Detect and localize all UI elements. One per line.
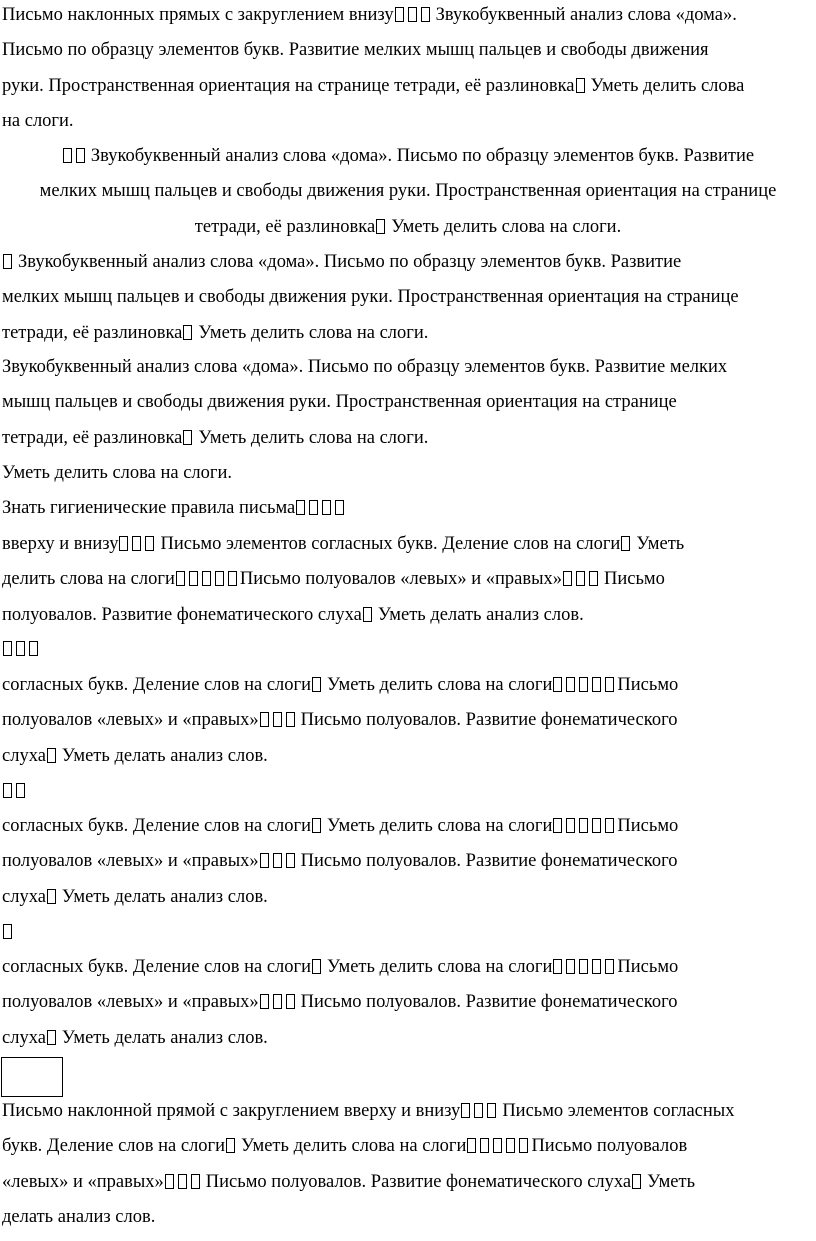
missing-glyph-icon xyxy=(183,430,192,445)
repeat-block-3 xyxy=(2,950,814,1056)
text-run: Письмо наклонной прямой с закруглением вверху и внизу xyxy=(2,1101,461,1121)
text-run: Уметь xyxy=(636,534,685,554)
text-run: тетради, её разлиновка xyxy=(194,216,376,237)
missing-glyph-icon xyxy=(273,712,282,727)
missing-glyph-icon xyxy=(566,959,575,974)
text-run: руки. Пространственная ориентация на странице тетради, её разлиновка xyxy=(2,75,575,96)
text-run: Уметь делать анализ слов. xyxy=(61,745,268,766)
missing-glyph-icon xyxy=(579,959,588,974)
missing-glyph-icon xyxy=(273,853,282,868)
missing-glyph-icon xyxy=(165,1174,174,1189)
missing-glyph-icon xyxy=(309,500,318,515)
missing-glyph-icon xyxy=(47,1030,56,1045)
missing-glyph-icon xyxy=(286,853,295,868)
missing-glyph-icon xyxy=(228,571,237,586)
missing-glyph-icon xyxy=(63,148,72,163)
missing-glyph-icon xyxy=(3,254,12,269)
text-run: Письмо элементов согласных xyxy=(502,1101,735,1121)
missing-glyph-icon xyxy=(273,994,282,1009)
text-run: полуовалов «левых» и «правых» xyxy=(2,710,259,731)
missing-glyph-icon xyxy=(576,78,585,93)
text-run: Письмо полуовалов. Развитие фонематического xyxy=(300,710,678,731)
text-line: Уметь делить слова на слоги. xyxy=(2,463,233,483)
text-run: Уметь делить слова xyxy=(590,75,745,96)
missing-glyph-icon xyxy=(29,641,38,656)
glyph-line xyxy=(2,632,814,667)
paragraph-5 xyxy=(2,456,814,491)
text-run: полуовалов «левых» и «правых» xyxy=(2,851,259,872)
missing-glyph-icon xyxy=(260,853,269,868)
missing-glyph-icon xyxy=(76,148,85,163)
text-run: Звукобуквенный анализ слова «дома». Письмо по образцу элементов букв. Развитие xyxy=(18,252,682,272)
missing-glyph-icon xyxy=(592,677,601,692)
missing-glyph-icon xyxy=(215,571,224,586)
missing-glyph-icon xyxy=(592,818,601,833)
missing-glyph-icon xyxy=(605,677,614,692)
text-run: Уметь делить слова на слоги. xyxy=(198,427,429,448)
text-run: Письмо xyxy=(617,675,679,695)
text-run: Звукобуквенный анализ слова «дома». Письмо по образцу элементов букв. Развитие xyxy=(90,146,755,166)
text-run: Звукобуквенный анализ слова «дома». xyxy=(435,5,737,25)
missing-glyph-icon xyxy=(3,783,12,798)
text-run: Уметь делить слова на слоги xyxy=(327,816,553,836)
missing-glyph-icon xyxy=(474,1103,483,1118)
missing-glyph-icon xyxy=(566,677,575,692)
missing-glyph-icon xyxy=(47,889,56,904)
missing-glyph-icon xyxy=(176,571,185,586)
text-run: Письмо xyxy=(604,569,665,590)
missing-glyph-icon xyxy=(376,219,385,234)
text-run: Письмо xyxy=(617,816,679,836)
missing-glyph-icon xyxy=(119,536,128,551)
missing-glyph-icon xyxy=(519,1138,528,1153)
missing-glyph-icon xyxy=(408,7,417,22)
missing-glyph-icon xyxy=(589,571,598,586)
missing-glyph-icon xyxy=(553,818,562,833)
missing-glyph-icon xyxy=(191,1174,200,1189)
repeat-block-2 xyxy=(2,809,814,915)
missing-glyph-icon xyxy=(563,571,572,586)
missing-glyph-icon xyxy=(183,325,192,340)
text-run: Уметь делать анализ слов. xyxy=(61,1027,268,1048)
missing-glyph-icon xyxy=(621,536,630,551)
text-line: Письмо по образцу элементов букв. Развитие мелких мышц пальцев и свободы движения xyxy=(2,40,709,61)
text-run: делить слова на слоги xyxy=(2,569,175,590)
paragraph-4 xyxy=(2,350,814,456)
missing-glyph-icon xyxy=(3,924,12,939)
paragraph-2-centered xyxy=(0,139,816,245)
missing-glyph-icon xyxy=(363,607,372,622)
missing-glyph-icon xyxy=(286,994,295,1009)
missing-glyph-icon xyxy=(178,1174,187,1189)
paragraph-3 xyxy=(2,245,814,351)
text-run: Письмо полуовалов. Развитие фонематического xyxy=(300,992,678,1013)
missing-glyph-icon xyxy=(461,1103,470,1118)
missing-glyph-icon xyxy=(47,748,56,763)
missing-glyph-icon xyxy=(632,1174,641,1189)
text-run: Уметь делить слова на слоги xyxy=(327,957,553,977)
missing-glyph-icon xyxy=(395,7,404,22)
missing-glyph-icon xyxy=(605,959,614,974)
text-run: Уметь делать анализ слов. xyxy=(377,604,584,625)
missing-glyph-icon xyxy=(16,641,25,656)
text-run: тетради, её разлиновка xyxy=(2,427,183,448)
text-run: вверху и внизу xyxy=(2,534,119,554)
text-run: согласных букв. Деление слов на слоги xyxy=(2,957,312,977)
missing-glyph-icon xyxy=(3,641,12,656)
text-run: согласных букв. Деление слов на слоги xyxy=(2,675,312,695)
text-line: Звукобуквенный анализ слова «дома». Письмо по образцу элементов букв. Развитие мелких xyxy=(2,357,728,377)
text-line: на слоги. xyxy=(2,110,74,131)
missing-glyph-icon xyxy=(467,1138,476,1153)
text-run: Знать гигиенические правила письма xyxy=(2,498,296,518)
text-line: мышц пальцев и свободы движения руки. Пространственная ориентация на странице xyxy=(2,392,677,413)
text-line: мелких мышц пальцев и свободы движения руки. Пространственная ориентация на странице xyxy=(2,287,739,308)
missing-glyph-icon xyxy=(260,994,269,1009)
missing-glyph-icon xyxy=(493,1138,502,1153)
missing-glyph-icon xyxy=(16,783,25,798)
glyph-line xyxy=(2,915,814,950)
text-run: Уметь делить слова на слоги. xyxy=(391,216,622,237)
missing-glyph-icon xyxy=(335,500,344,515)
missing-glyph-icon xyxy=(312,959,321,974)
paragraph-7 xyxy=(2,527,814,633)
paragraph-last xyxy=(2,1094,814,1235)
missing-glyph-icon xyxy=(566,818,575,833)
paragraph-6 xyxy=(2,491,814,526)
text-run: полуовалов «левых» и «правых» xyxy=(2,992,259,1013)
glyph-line xyxy=(2,774,814,809)
text-run: согласных букв. Деление слов на слоги xyxy=(2,816,312,836)
missing-glyph-icon xyxy=(226,1138,235,1153)
text-run: Уметь делить слова на слоги xyxy=(241,1136,467,1157)
missing-glyph-icon xyxy=(421,7,430,22)
text-run: слуха xyxy=(2,1027,46,1048)
missing-glyph-icon xyxy=(579,677,588,692)
text-run: Письмо полуовалов. Развитие фонематического слуха xyxy=(205,1171,632,1192)
text-run: Письмо полуовалов. Развитие фонематического xyxy=(300,851,678,872)
text-run: «левых» и «правых» xyxy=(2,1171,164,1192)
missing-glyph-icon xyxy=(487,1103,496,1118)
missing-glyph-icon xyxy=(592,959,601,974)
missing-glyph-icon xyxy=(553,959,562,974)
text-run: Письмо элементов согласных букв. Деление слов на слоги xyxy=(160,534,621,554)
missing-glyph-icon xyxy=(553,677,562,692)
missing-glyph-icon xyxy=(312,818,321,833)
text-run: Уметь делить слова на слоги. xyxy=(198,322,429,343)
text-line: делать анализ слов. xyxy=(2,1206,156,1227)
text-run: Письмо xyxy=(617,957,679,977)
text-run: Уметь делать анализ слов. xyxy=(61,886,268,907)
missing-glyph-icon xyxy=(506,1138,515,1153)
missing-glyph-icon xyxy=(576,571,585,586)
missing-glyph-icon xyxy=(286,712,295,727)
text-run: слуха xyxy=(2,886,46,907)
text-run: тетради, её разлиновка xyxy=(2,322,183,343)
empty-box xyxy=(1,1057,63,1097)
repeat-block-1 xyxy=(2,668,814,774)
missing-glyph-icon xyxy=(296,500,305,515)
text-run: слуха xyxy=(2,745,46,766)
missing-glyph-icon xyxy=(189,571,198,586)
text-run: Уметь делить слова на слоги xyxy=(327,675,553,695)
missing-glyph-icon xyxy=(579,818,588,833)
missing-glyph-icon xyxy=(132,536,141,551)
missing-glyph-icon xyxy=(605,818,614,833)
text-run: Письмо полуовалов «левых» и «правых» xyxy=(239,569,563,590)
missing-glyph-icon xyxy=(322,500,331,515)
paragraph-1 xyxy=(2,0,814,139)
missing-glyph-icon xyxy=(145,536,154,551)
missing-glyph-icon xyxy=(480,1138,489,1153)
text-run: полуовалов. Развитие фонематического слуха xyxy=(2,604,362,625)
text-run: букв. Деление слов на слоги xyxy=(2,1136,226,1157)
missing-glyph-icon xyxy=(312,677,321,692)
text-run: Письмо наклонных прямых с закруглением внизу xyxy=(2,5,394,25)
missing-glyph-icon xyxy=(202,571,211,586)
text-run: Письмо полуовалов xyxy=(531,1136,688,1157)
text-line: мелких мышц пальцев и свободы движения руки. Пространственная ориентация на странице xyxy=(39,181,777,202)
text-run: Уметь xyxy=(647,1171,696,1192)
missing-glyph-icon xyxy=(260,712,269,727)
